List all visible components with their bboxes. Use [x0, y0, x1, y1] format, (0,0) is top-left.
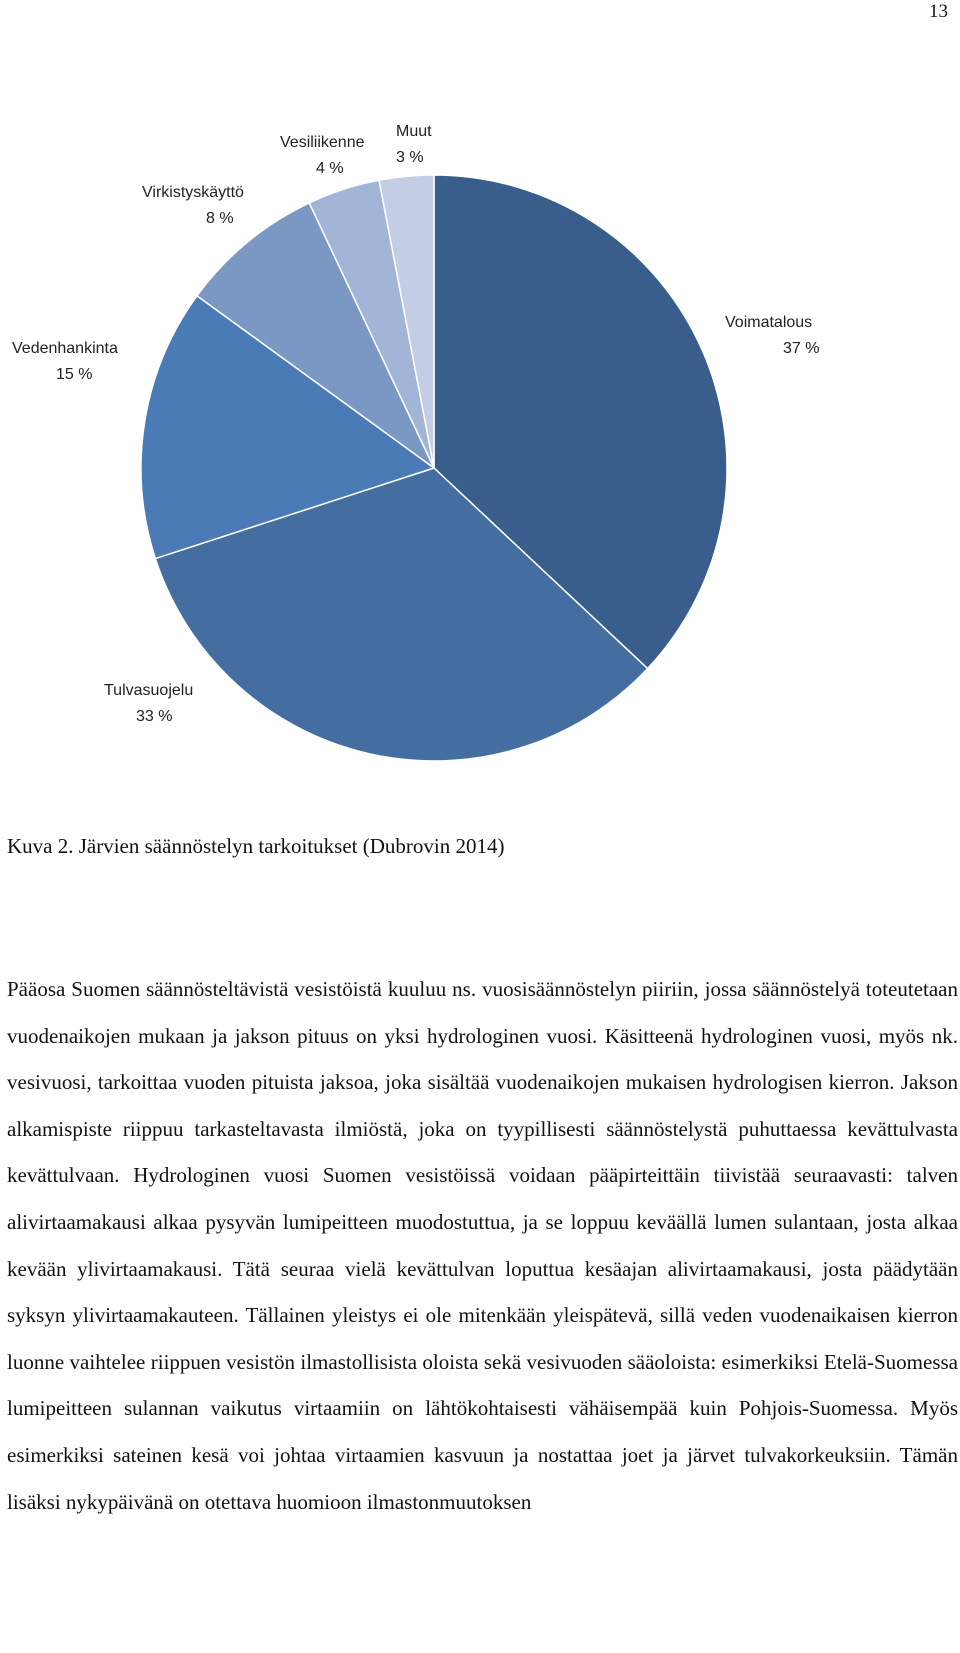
- slice-label-vesiliikenne: Vesiliikenne: [280, 134, 365, 151]
- slice-label-tulvasuojelu: Tulvasuojelu: [104, 682, 194, 699]
- slice-label-muut: Muut: [396, 123, 432, 140]
- slice-value-vedenhankinta: 15 %: [56, 366, 93, 383]
- slice-label-voimatalous: Voimatalous: [725, 314, 813, 331]
- figure-caption: Kuva 2. Järvien säännöstelyn tarkoitukset (Dubrovin 2014): [7, 834, 505, 858]
- slice-value-tulvasuojelu: 33 %: [136, 708, 173, 725]
- page-number: 13: [929, 1, 948, 22]
- pie-slices: [141, 175, 727, 761]
- slice-value-vesiliikenne: 4 %: [316, 160, 344, 177]
- pie-chart-svg: [0, 0, 960, 800]
- slice-value-virkistyskaytto: 8 %: [206, 210, 234, 227]
- body-paragraph: Pääosa Suomen säännösteltävistä vesistöistä kuuluu ns. vuosisäännöstelyn piiriin, jossa säännöstelyä toteutetaan vuodenaikojen mukaan ja jakson pituus on yksi hydrologinen vuosi. Käsitteenä hydrologinen vuosi, myös nk. vesivuosi, tarkoittaa vuoden pituista jaksoa, joka sisältää vuodenaikojen mukaisen hydrologisen kierron. Jakson alkamispiste riippuu tarkasteltavasta ilmiöstä, joka on tyypillisesti säännöstelystä puhuttaessa kevättulvasta kevättulvaan. Hydrologinen vuosi Suomen vesistöissä voidaan pääpirteittäin tiivistää seuraavasti: talven alivirtaamakausi alkaa pysyvän lumipeitteen muodostuttua, ja se loppuu keväällä lumen sulantaan, josta alkaa kevään ylivirtaamakausi. Tätä seuraa vielä kevättulvan loputtua kesäajan alivirtaamakausi, josta päädytään syksyn ylivirtaamakauteen. Tällainen yleistys ei ole mitenkään yleispätevä, sillä veden vuodenaikaisen kierron luonne vaihtelee riippuen vesistön ilmastollisista oloista sekä vesivuoden sääoloista: esimerkiksi Etelä-Suomessa lumipeitteen sulannan vaikutus virtaamiin on lähtökohtaisesti vähäisempää kuin Pohjois-Suomessa. Myös esimerkiksi sateinen kesä voi johtaa virtaamien kasvuun ja nostattaa joet ja järvet tulvakorkeuksiin. Tämän lisäksi nykypäivänä on otettava huomioon ilmastonmuutoksen: [7, 977, 958, 1514]
- slice-label-virkistyskaytto: Virkistyskäyttö: [142, 184, 244, 201]
- slice-value-muut: 3 %: [396, 149, 424, 166]
- pie-chart: [0, 0, 960, 800]
- slice-label-vedenhankinta: Vedenhankinta: [12, 340, 118, 357]
- slice-value-voimatalous: 37 %: [783, 340, 820, 357]
